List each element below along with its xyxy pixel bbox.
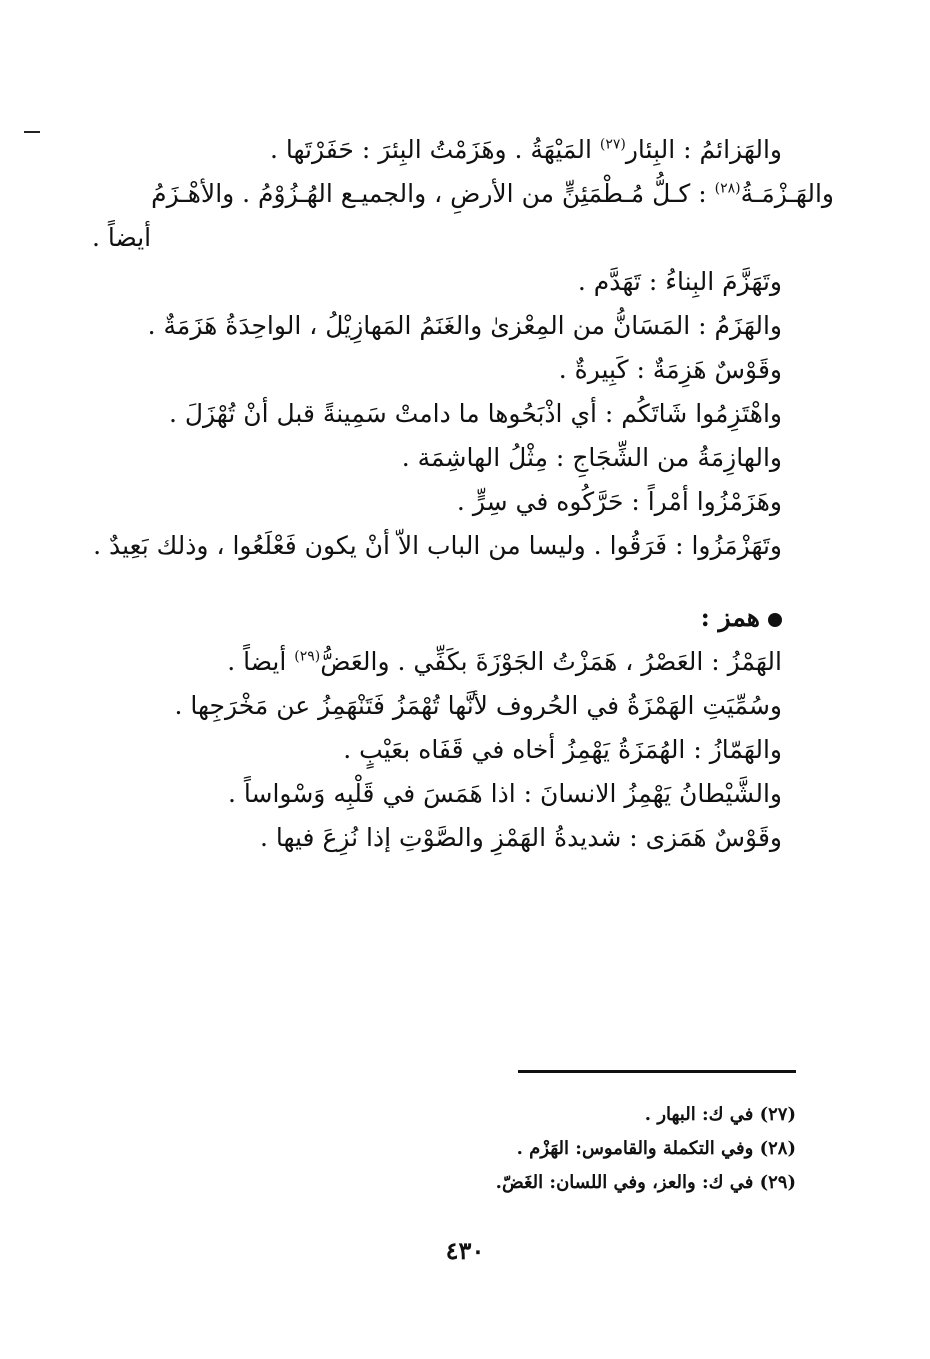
margin-mark	[24, 131, 40, 133]
footnote-separator	[518, 1070, 796, 1073]
body-line-9: وهَزَمْزُوا أمْراً : حَرَّكُوه في سِرٍّ .	[456, 487, 782, 516]
footnote-27: (٢٧) في ك: البهار .	[644, 1104, 796, 1125]
main-text-block	[92, 128, 834, 860]
body-line-4: وتَهَزَّمَ البِناءُ : تَهَدَّم .	[577, 267, 782, 296]
body-line-7: واهْتَزِمُوا شَاتَكُم : أي اذْبَحُوها ما دامتْ سَمِينةً قبل أنْ تُهْزَلَ .	[168, 399, 782, 428]
body-line-3: أيضاً .	[92, 223, 152, 252]
section-line-2: وسُمِّيَتِ الهَمْزَةُ في الحُروف لأنَّها تُهْمَزُ فَتَنْهَمِزُ عن مَخْرَجِها .	[174, 691, 782, 720]
footnote-ref-28: (٢٨)	[714, 180, 741, 197]
section-line-4: والشَّيْطانُ يَهْمِزُ الانسانَ : اذا هَمَسَ في قَلْبِه وَسْواساً .	[228, 779, 782, 808]
footnote-ref-29: (٢٩)	[294, 648, 321, 665]
section-heading: همز :	[92, 596, 782, 640]
body-line-2: والهَـزْمَـةُ$^{(٢٨)}$ : كـلُّ مُـطْمَئِنٍّ من الأرضِ ، والجميـع الهُـزُوْمُ . والأهْـزَمُ	[151, 179, 834, 208]
footnote-28: (٢٨) وفي التكملة والقاموس: الهَزْم .	[516, 1138, 796, 1159]
footnote-29: (٢٩) في ك: والعز، وفي اللسان: الغَضّ.	[495, 1172, 796, 1193]
section-spacer	[92, 568, 782, 596]
page-number: ٤٣٠	[445, 1236, 485, 1265]
footnotes-block	[376, 1098, 796, 1200]
bullet-dot-icon	[768, 613, 782, 627]
body-line-5: والهَزَمُ : المَسَانُّ من المِعْزىٰ والغَنَمُ المَهازِيْلُ ، الواحِدَةُ هَزَمَةٌ .	[147, 311, 782, 340]
section-line-3: والهَمّازُ : الهُمَزَةُ يَهْمِزُ أخاه في قَفَاه بعَيْبٍ .	[343, 735, 782, 764]
body-line-1: والهَزائمُ : البِئار$^{(٢٧)}$ المَيْهَةُ . وهَزَمْتُ البِئرَ : حَفَرْتَها .	[270, 135, 782, 164]
body-line-8: والهازِمَةُ من الشِّجَاجِ : مِثْلُ الهاشِمَة .	[401, 443, 782, 472]
section-line-5: وقَوْسٌ هَمَزى : شديدةُ الهَمْزِ والصَّوْتِ إذا نُزِعَ فيها .	[259, 823, 782, 852]
body-line-10: وتَهَزْمَزُوا : فَرَقُوا . وليسا من الباب الاّ أنْ يكون فَعْلَعُوا ، وذلك بَعِيدٌ .	[93, 531, 782, 560]
section-line-1: الهَمْزُ : العَصْرُ ، هَمَزْتُ الجَوْزَةَ بكَفِّي . والعَضُّ$^{(٢٩)}$ أيضاً .	[227, 647, 782, 676]
footnote-ref-27: (٢٧)	[599, 136, 626, 153]
body-line-6: وقَوْسٌ هَزِمَةٌ : كَبِيرةٌ .	[558, 355, 782, 384]
